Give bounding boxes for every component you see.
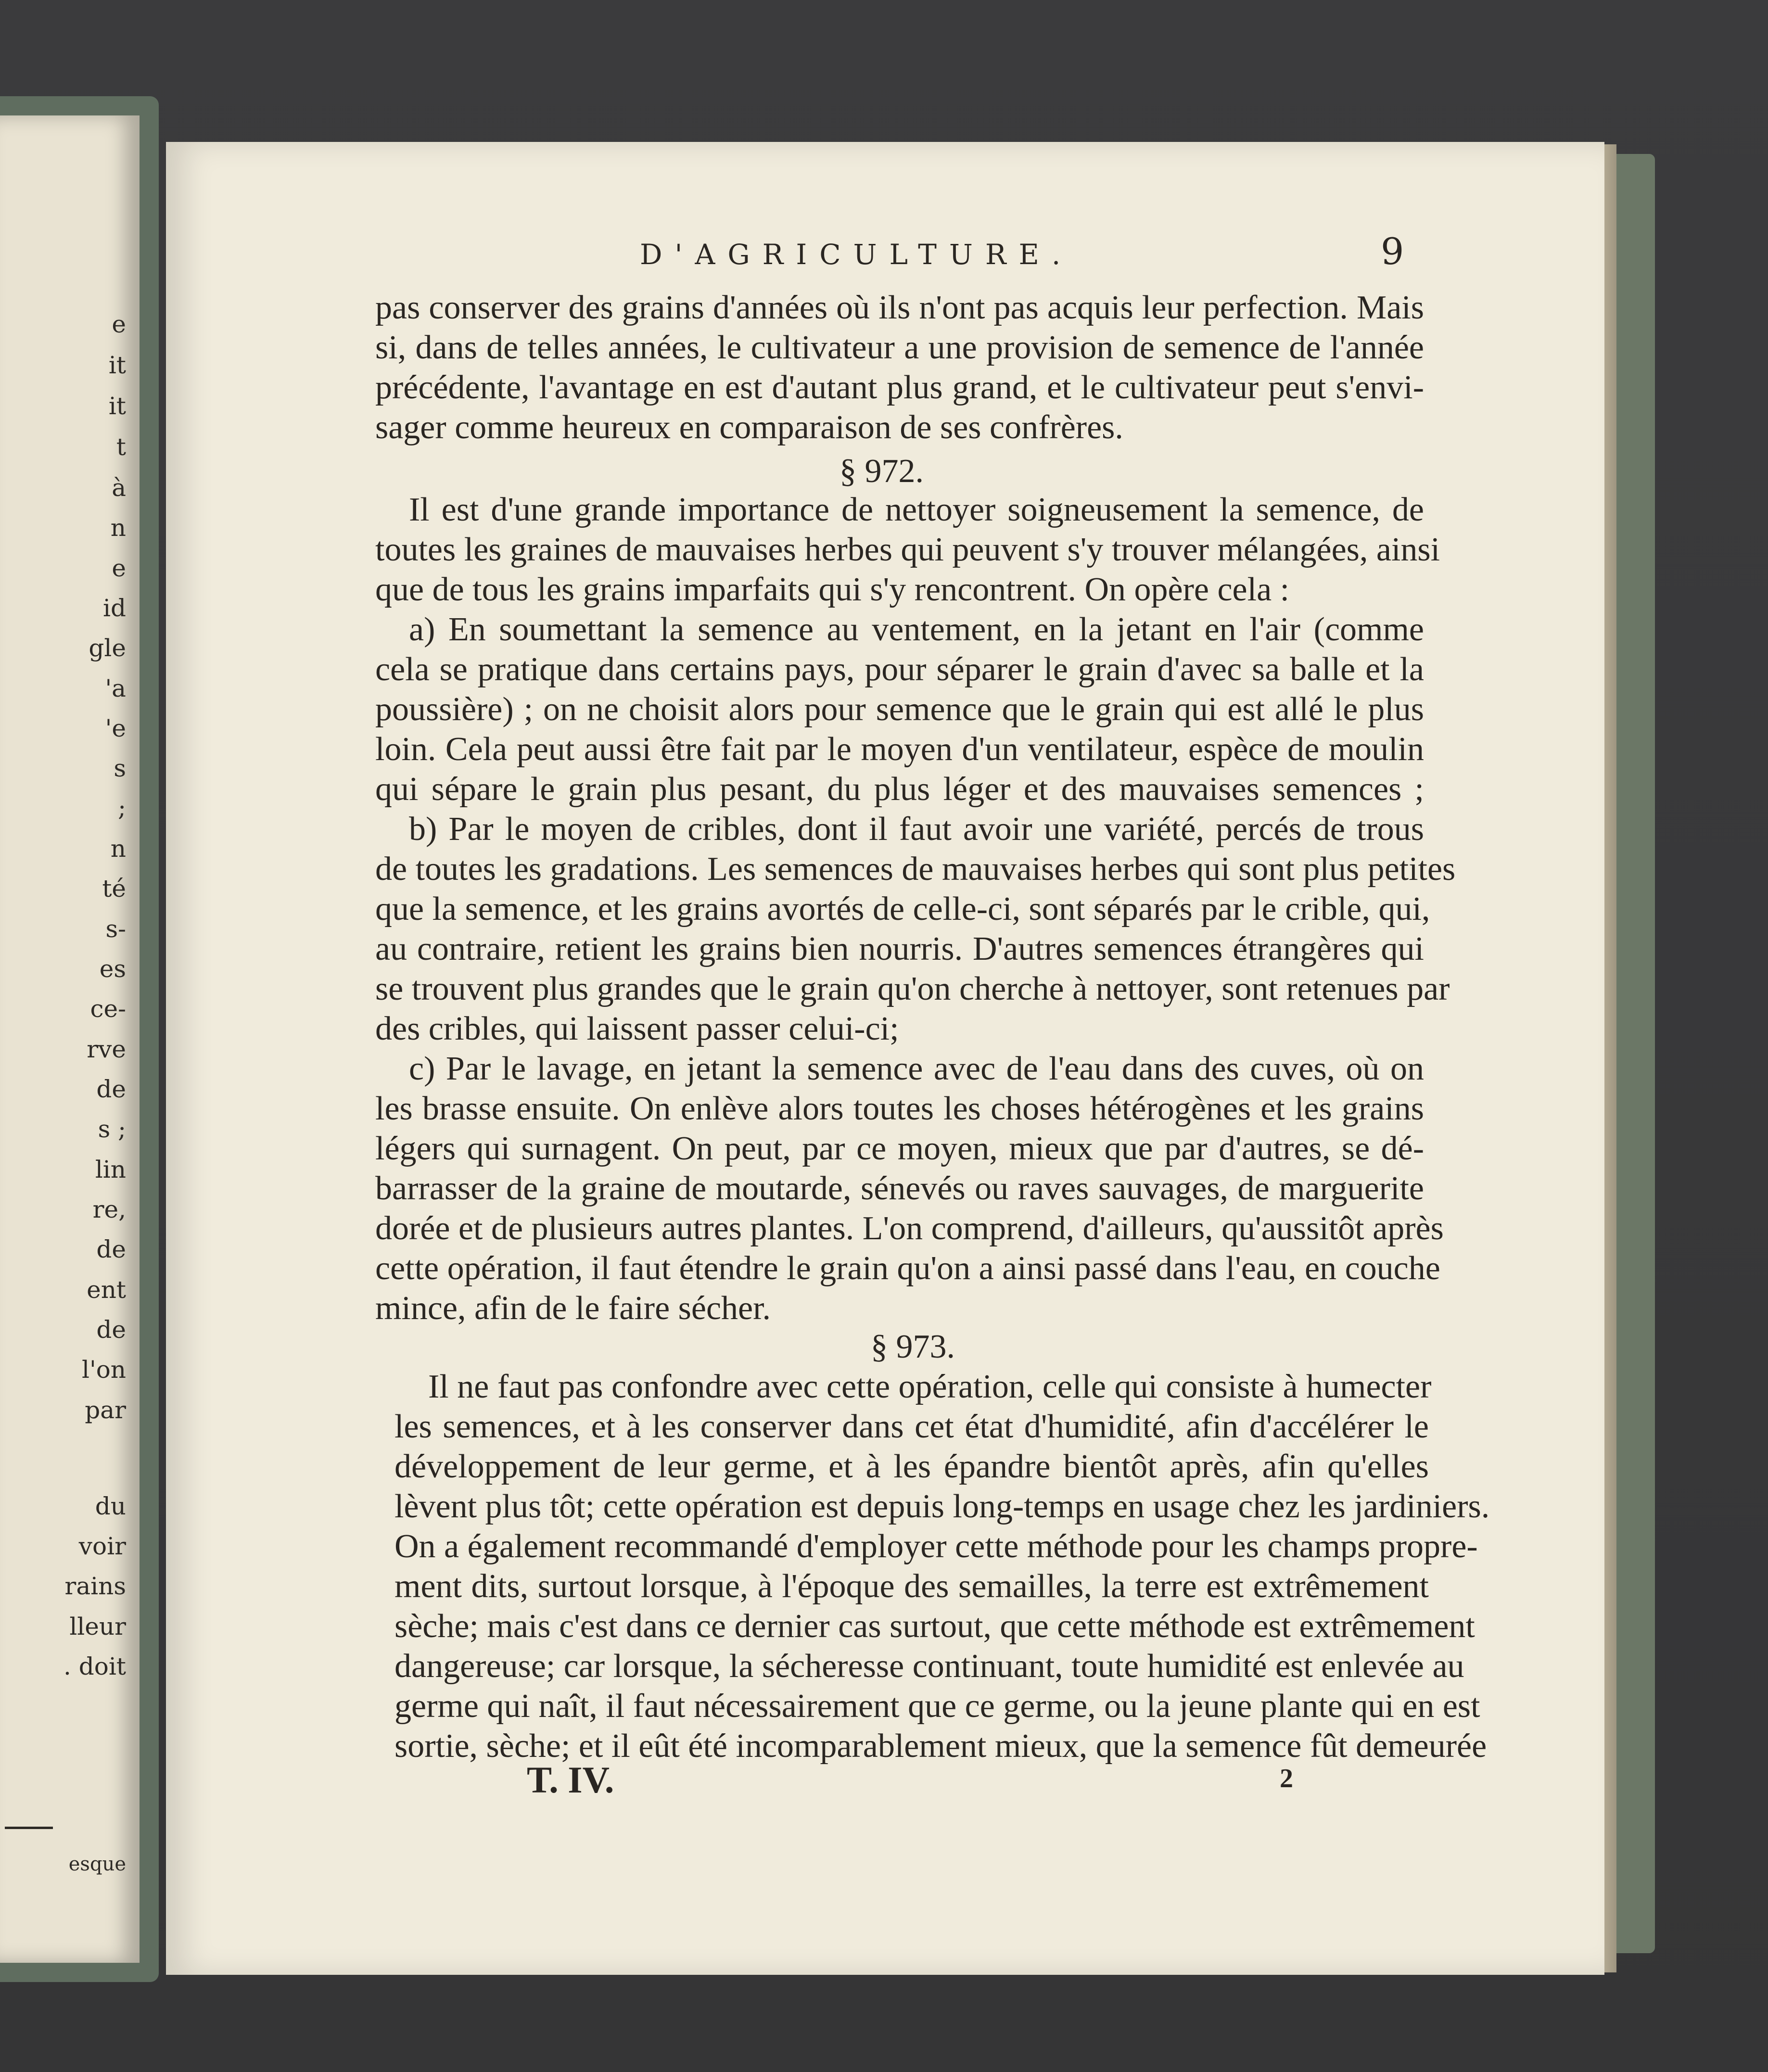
left-page-fragment: it xyxy=(108,351,126,379)
text-line: que la semence, et les grains avortés de celle-ci, sont séparés par le crible, qui, xyxy=(375,890,1430,928)
left-page-fragment: n xyxy=(110,514,126,542)
text-line: b) Par le moyen de cribles, dont il faut avoir une variété, percés de trous xyxy=(409,811,1424,848)
text-line: cela se pratique dans certains pays, pour séparer le grain d'avec sa balle et la xyxy=(375,651,1424,688)
text-line: loin. Cela peut aussi être fait par le moyen d'un ventilateur, espèce de moulin xyxy=(375,731,1424,768)
left-page-fragment: s- xyxy=(105,915,126,943)
text-line: c) Par le lavage, en jetant la semence avec de l'eau dans des cuves, où on xyxy=(409,1050,1424,1087)
volume-signature: T. IV. xyxy=(527,1759,614,1801)
left-page-fragment: par xyxy=(85,1396,126,1424)
left-page-fragment: it xyxy=(108,392,126,420)
left-page-fragment: 'a xyxy=(105,674,126,702)
text-line: si, dans de telles années, le cultivateur a une provision de semence de l'année xyxy=(375,329,1424,366)
left-page-fragment: t xyxy=(116,433,126,461)
text-line: de toutes les gradations. Les semences de mauvaises herbes qui sont plus petites xyxy=(375,851,1456,888)
left-page-fragment: e xyxy=(112,310,126,338)
text-line: qui sépare le grain plus pesant, du plus léger et des mauvaises semences ; xyxy=(375,771,1424,808)
text-line: les semences, et à les conserver dans cet état d'humidité, afin d'accélérer le xyxy=(394,1408,1429,1445)
left-page-fragment: es xyxy=(99,955,126,983)
left-page-fragment: lin xyxy=(95,1156,126,1183)
text-line: des cribles, qui laissent passer celui-ci; xyxy=(375,1010,899,1047)
left-page-fragment: . doit xyxy=(64,1653,126,1680)
left-page-fragment: esque xyxy=(68,1853,126,1875)
text-line: On a également recommandé d'employer cette méthode pour les champs propre- xyxy=(394,1528,1478,1565)
left-page-fragment: gle xyxy=(89,634,126,662)
left-page-fragment: de xyxy=(96,1235,126,1263)
text-line: se trouvent plus grandes que le grain qu'on cherche à nettoyer, sont retenues par xyxy=(375,970,1450,1007)
text-line: dangereuse; car lorsque, la sécheresse continuant, toute humidité est enlevée au xyxy=(394,1648,1464,1685)
text-line: poussière) ; on ne choisit alors pour semence que le grain qui est allé le plus xyxy=(375,691,1424,728)
text-line: ment dits, surtout lorsque, à l'époque des semailles, la terre est extrêmement xyxy=(394,1568,1429,1605)
left-page-fragment: s ; xyxy=(98,1115,126,1143)
text-line: sèche; mais c'est dans ce dernier cas surtout, que cette méthode est extrêmement xyxy=(394,1608,1475,1645)
left-page-fragment: lleur xyxy=(69,1613,126,1640)
text-line: légers qui surnagent. On peut, par ce moyen, mieux que par d'autres, se dé- xyxy=(375,1130,1424,1167)
text-line: mince, afin de le faire sécher. xyxy=(375,1290,771,1327)
left-page-fragment: re, xyxy=(92,1195,126,1223)
page-number: 9 xyxy=(1381,230,1404,273)
text-line: Il est d'une grande importance de nettoyer soigneusement la semence, de xyxy=(409,491,1424,528)
text-line: cette opération, il faut étendre le grain qu'on a ainsi passé dans l'eau, en couche xyxy=(375,1250,1440,1287)
left-page-fragment: rains xyxy=(64,1572,126,1600)
section-heading-972: § 972. xyxy=(839,453,924,490)
text-line: barrasser de la graine de moutarde, sénevés ou raves sauvages, de marguerite xyxy=(375,1170,1424,1207)
text-line: germe qui naît, il faut nécessairement que ce germe, ou la jeune plante qui en est xyxy=(394,1688,1480,1725)
left-page-fragment: ent xyxy=(87,1276,126,1304)
text-line: toutes les graines de mauvaises herbes qui peuvent s'y trouver mélangées, ainsi xyxy=(375,531,1440,568)
text-line: que de tous les grains imparfaits qui s'y rencontrent. On opère cela : xyxy=(375,571,1290,608)
left-page-fragment: voir xyxy=(78,1532,126,1560)
text-line: pas conserver des grains d'années où ils n'ont pas acquis leur perfection. Mais xyxy=(375,289,1424,326)
left-page-fragment: de xyxy=(96,1075,126,1103)
text-line: sager comme heureux en comparaison de ses confrères. xyxy=(375,409,1123,446)
text-line: précédente, l'avantage en est d'autant plus grand, et le cultivateur peut s'envi- xyxy=(375,369,1424,406)
left-page-fragment: rve xyxy=(87,1035,126,1063)
left-page-fragment: à xyxy=(112,474,126,502)
left-page-fragment: l'on xyxy=(81,1356,126,1384)
gathering-signature: 2 xyxy=(1280,1764,1293,1793)
left-page xyxy=(0,115,140,1963)
text-line: sortie, sèche; et il eût été incomparablement mieux, que la semence fût demeurée xyxy=(394,1728,1487,1765)
text-line: développement de leur germe, et à les épandre bientôt après, afin qu'elles xyxy=(394,1448,1429,1485)
left-page-fragment: e xyxy=(112,554,126,582)
left-page-fragment: té xyxy=(102,875,126,903)
text-line: au contraire, retient les grains bien nourris. D'autres semences étrangères qui xyxy=(375,930,1424,967)
text-line: lèvent plus tôt; cette opération est depuis long-temps en usage chez les jardiniers. xyxy=(394,1488,1490,1525)
left-page-fragment: n xyxy=(110,835,126,863)
left-page-fragment: s xyxy=(114,754,126,782)
running-head: D'AGRICULTURE. xyxy=(640,238,1073,271)
text-line: les brasse ensuite. On enlève alors toutes les choses hétérogènes et les grains xyxy=(375,1090,1424,1127)
section-heading-973: § 973. xyxy=(871,1328,955,1365)
left-page-fragment: ce- xyxy=(90,995,126,1023)
text-line: Il ne faut pas confondre avec cette opération, celle qui consiste à humecter xyxy=(428,1368,1432,1405)
text-line: dorée et de plusieurs autres plantes. L'on comprend, d'ailleurs, qu'aussitôt après xyxy=(375,1210,1444,1247)
left-page-rule xyxy=(5,1827,53,1829)
left-page-fragment: de xyxy=(96,1316,126,1344)
text-line: a) En soumettant la semence au ventement, en la jetant en l'air (comme xyxy=(409,611,1424,648)
left-page-fragment: 'e xyxy=(105,714,126,742)
left-page-fragment: du xyxy=(95,1492,126,1520)
left-page-fragment: ; xyxy=(118,794,126,822)
left-page-fragment: id xyxy=(103,594,126,622)
